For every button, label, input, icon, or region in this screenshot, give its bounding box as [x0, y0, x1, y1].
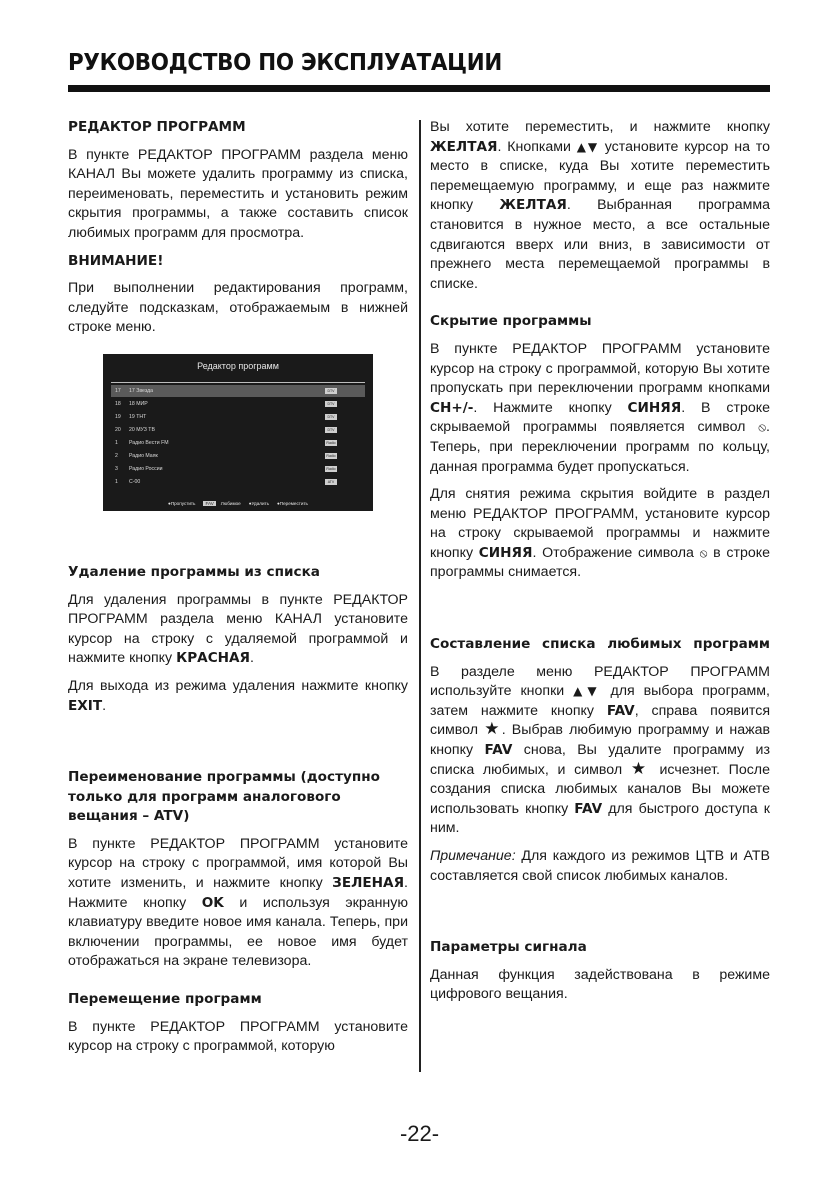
- tv-channel-row: 3 Радио России Radio: [115, 465, 336, 472]
- left-column: [68, 118, 408, 1057]
- hide-heading: Скрытие программы: [430, 313, 592, 330]
- delete-heading: Удаление программы из списка: [68, 563, 320, 580]
- tv-channel-row: 17 17 Звезда DTV: [111, 385, 365, 397]
- tv-channel-row: 1 Радио Вести FM Radio: [115, 439, 336, 446]
- editor-heading: РЕДАКТОР ПРОГРАММ: [68, 119, 246, 135]
- favorites-heading: Составление списка любимых программ: [430, 636, 770, 653]
- skip-symbol-icon: ⦸: [758, 420, 767, 435]
- right-column: [430, 118, 770, 1005]
- tv-channel-row: 1 C-00 ATV: [111, 476, 365, 488]
- arrow-up-down-icon: ▲▼: [573, 684, 602, 699]
- tv-channel-row: 19 19 ТНТ DTV: [111, 411, 365, 423]
- title-rule: [68, 85, 770, 92]
- skip-symbol-icon: ⦸: [699, 545, 708, 560]
- rename-text: В пункте РЕДАКТОР ПРОГРАММ установите курсор на строку с программой, имя которой Вы хотите изменить, и нажмите кнопку ЗЕЛЕНАЯ. Нажмите кнопку OK и используя экранную клавиатуру введите новое имя канала. Теперь, при включении программы, ее новое имя будет отображаться на экране телевизора.: [68, 835, 409, 970]
- tv-screen-figure: [103, 354, 373, 511]
- move-text-continued: Вы хотите переместить, и нажмите кнопку ЖЕЛТАЯ. Кнопками ▲▼ установите курсор на то место в списке, куда Вы хотите переместить перемещаемую программу, и еще раз нажмите кнопку ЖЕЛТАЯ. Выбранная программа становится в нужное место, а все остальные сдвигаются вверх или вниз, в зависимости от прежнего места перемещаемой программы в списке.: [430, 119, 770, 292]
- tv-channel-row: 20 20 МУЗ ТВ DTV: [111, 424, 365, 436]
- editor-intro: В пункте РЕДАКТОР ПРОГРАММ раздела меню КАНАЛ Вы можете удалить программу из списка, переименовать, переместить и установить режим скрытия программы, а также составить список любимых программ для просмотра.: [68, 146, 408, 241]
- rename-heading: Переименование программы (доступно только для программ аналогового вещания – ATV): [68, 769, 380, 825]
- column-divider: [419, 120, 421, 1072]
- star-icon: ★: [630, 758, 651, 779]
- star-icon: ★: [484, 719, 502, 740]
- signal-text: Данная функция задействована в режиме цифрового вещания.: [430, 966, 770, 1003]
- signal-heading: Параметры сигнала: [430, 939, 587, 956]
- tv-hint-bar: ●Пропустить FAV Любимое ●Удалить ●Переместить: [168, 500, 308, 506]
- delete-text: Для удаления программы в пункте РЕДАКТОР ПРОГРАММ раздела меню КАНАЛ установите курсор на строку с удаляемой программой и нажмите кнопку КРАСНАЯ.: [68, 591, 408, 667]
- tv-channel-row: 2 Радио Маяк Radio: [115, 452, 336, 459]
- tv-screen-title: Редактор программ: [197, 360, 279, 371]
- move-heading: Перемещение программ: [68, 991, 262, 1008]
- page-title: РУКОВОДСТВО ПО ЭКСПЛУАТАЦИИ: [68, 50, 502, 76]
- page-number: -22-: [399, 1121, 440, 1146]
- unhide-text: Для снятия режима скрытия войдите в раздел меню РЕДАКТОР ПРОГРАММ, установите курсор на строку скрываемой программы и нажмите кнопку СИНЯЯ. Отображение символа ⦸ в строке программы снимается.: [430, 486, 770, 581]
- warning-text: При выполнении редактирования программ, следуйте подсказкам, отображаемым в нижней строке меню.: [68, 280, 408, 336]
- favorites-note: Примечание: Для каждого из режимов ЦТВ и АТВ составляется свой список любимых каналов.: [430, 848, 770, 884]
- hide-text: В пункте РЕДАКТОР ПРОГРАММ установите курсор на строку с программой, которую Вы хотите пропускать при переключении программ кнопками CH+/-. Нажмите кнопку СИНЯЯ. В строке скрываемой программы появляется символ ⦸. Теперь, при переключении программ по кольцу, данная программа будет пропускаться.: [430, 340, 770, 475]
- delete-exit-text: Для выхода из режима удаления нажмите кнопку EXIT.: [68, 677, 408, 714]
- warning-heading: ВНИМАНИЕ!: [68, 252, 164, 269]
- tv-channel-row: 18 18 МИР DTV: [111, 398, 365, 410]
- arrow-up-down-icon: ▲▼: [576, 139, 599, 154]
- favorites-text: В разделе меню РЕДАКТОР ПРОГРАММ используйте кнопки ▲▼ для выбора программ, затем нажмите кнопку FAV, справа появится символ ★. Выбрав любимую программу и нажав кнопку FAV снова, Вы удалите программу из списка любимых, и символ ★ исчезнет. После создания списка любимых каналов Вы можете использовать кнопку FAV для быстрого доступа к ним.: [430, 663, 771, 837]
- move-text-start: В пункте РЕДАКТОР ПРОГРАММ установите курсор на строку с программой, которую: [68, 1018, 408, 1055]
- tv-divider-top: [111, 382, 365, 383]
